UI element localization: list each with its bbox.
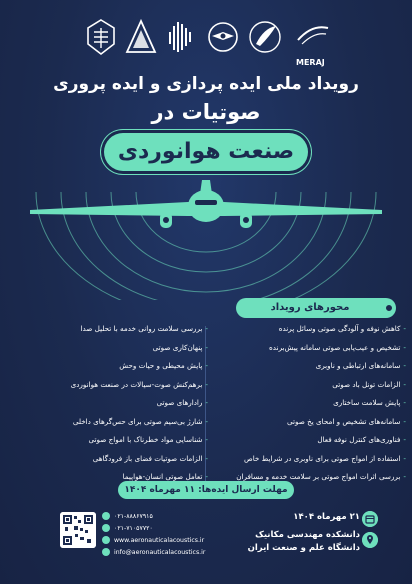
wing-logo-icon bbox=[248, 18, 282, 56]
title-line-1: رویداد ملی ایده پردازی و ایده پروری bbox=[53, 74, 359, 94]
topics-heading-dot-icon bbox=[384, 303, 394, 313]
list-item: -کاهش نوفه و آلودگی صوتی وسائل پرنده bbox=[278, 324, 406, 333]
title-highlight-pill bbox=[104, 133, 308, 171]
list-item: -بررسی اثرات امواج صوتی بر سلامت خدمه و مسافران bbox=[236, 472, 406, 481]
university-emblem-icon bbox=[84, 18, 118, 56]
list-item: -رادارهای صوتی bbox=[156, 398, 208, 407]
list-item: -شارژ بی‌سیم صوتی برای حس‌گرهای داخلی bbox=[72, 416, 208, 426]
list-item: -پایش محیطی و حیات وحش bbox=[119, 361, 208, 370]
list-item: -برهم‌کنش صوت-سیالات در صنعت هوانوردی bbox=[70, 379, 208, 389]
phone-icon bbox=[102, 524, 110, 532]
calendar-icon bbox=[362, 511, 378, 527]
contact-phone-2: ۰۲۱-۷۱۰۵۷۷۲۰ bbox=[102, 524, 232, 532]
title-line-2: صوتیات در bbox=[151, 100, 261, 124]
list-item: -پنهان‌کاری صوتی bbox=[152, 342, 208, 352]
contact-phone-1: ۰۲۱-۸۸۸۶۷۹۱۵ bbox=[102, 512, 232, 520]
event-date: ۲۱ مهرماه ۱۴۰۴ bbox=[293, 512, 360, 522]
topics-list-left bbox=[12, 320, 208, 487]
meraj-logo-icon bbox=[292, 18, 332, 56]
meraj-logo-caption: MERAJ bbox=[296, 58, 325, 67]
logos-row bbox=[0, 14, 412, 74]
globe-icon bbox=[102, 536, 110, 544]
triangle-logo-icon bbox=[124, 18, 158, 56]
list-item: -سامانه‌های تشخیص و امحای یخ صوتی bbox=[287, 416, 406, 426]
topics-heading-pill bbox=[236, 298, 396, 318]
list-item: -سامانه‌های ارتباطی و ناوبری bbox=[315, 361, 406, 370]
qr-code-icon bbox=[60, 512, 96, 548]
list-item: -بررسی سلامت روانی خدمه با تحلیل صدا bbox=[80, 324, 208, 333]
topics-heading: محورهای رویداد bbox=[270, 302, 350, 313]
phone-icon bbox=[102, 512, 110, 520]
list-item: -پایش سلامت ساختاری bbox=[333, 398, 406, 407]
list-item: -فناوری‌های کنترل نوفه فعال bbox=[317, 435, 406, 444]
event-place-line-1: دانشکده مهندسی مکانیک bbox=[255, 530, 360, 540]
list-item: -الزامات صوتیات فضای باز فرودگاهی bbox=[92, 453, 208, 463]
airplane-illustration bbox=[0, 172, 412, 300]
list-item: -تشخیص و عیب‌یابی صوتی سامانه پیش‌برنده bbox=[269, 342, 406, 352]
event-place-line-2: دانشگاه علم و صنعت ایران bbox=[247, 543, 360, 553]
email-icon bbox=[102, 548, 110, 556]
list-item: -استفاده از امواج صوتی برای ناوبری در شرایط خاص bbox=[244, 453, 406, 463]
contact-website[interactable]: www.aeronauticalacoustics.ir bbox=[102, 536, 232, 544]
list-item: -الزامات تونل باد صوتی bbox=[332, 379, 406, 389]
location-pin-icon bbox=[362, 532, 378, 548]
list-item: -تعامل صوتی انسان-هواپیما bbox=[122, 472, 208, 481]
topics-list-right bbox=[210, 320, 406, 487]
deadline-text: مهلت ارسال ایده‌ها: ۱۱ مهرماه ۱۴۰۴ bbox=[124, 485, 288, 495]
contact-email[interactable]: info@aeronauticalacoustics.ir bbox=[102, 548, 232, 556]
title-highlight: صنعت هوانوردی bbox=[117, 139, 295, 164]
deadline-pill bbox=[118, 481, 294, 499]
aviation-wings-logo-icon bbox=[206, 18, 240, 56]
list-item: -شناسایی مواد خطرناک با امواج صوتی bbox=[88, 435, 208, 444]
sound-wave-logo-icon bbox=[164, 18, 198, 56]
